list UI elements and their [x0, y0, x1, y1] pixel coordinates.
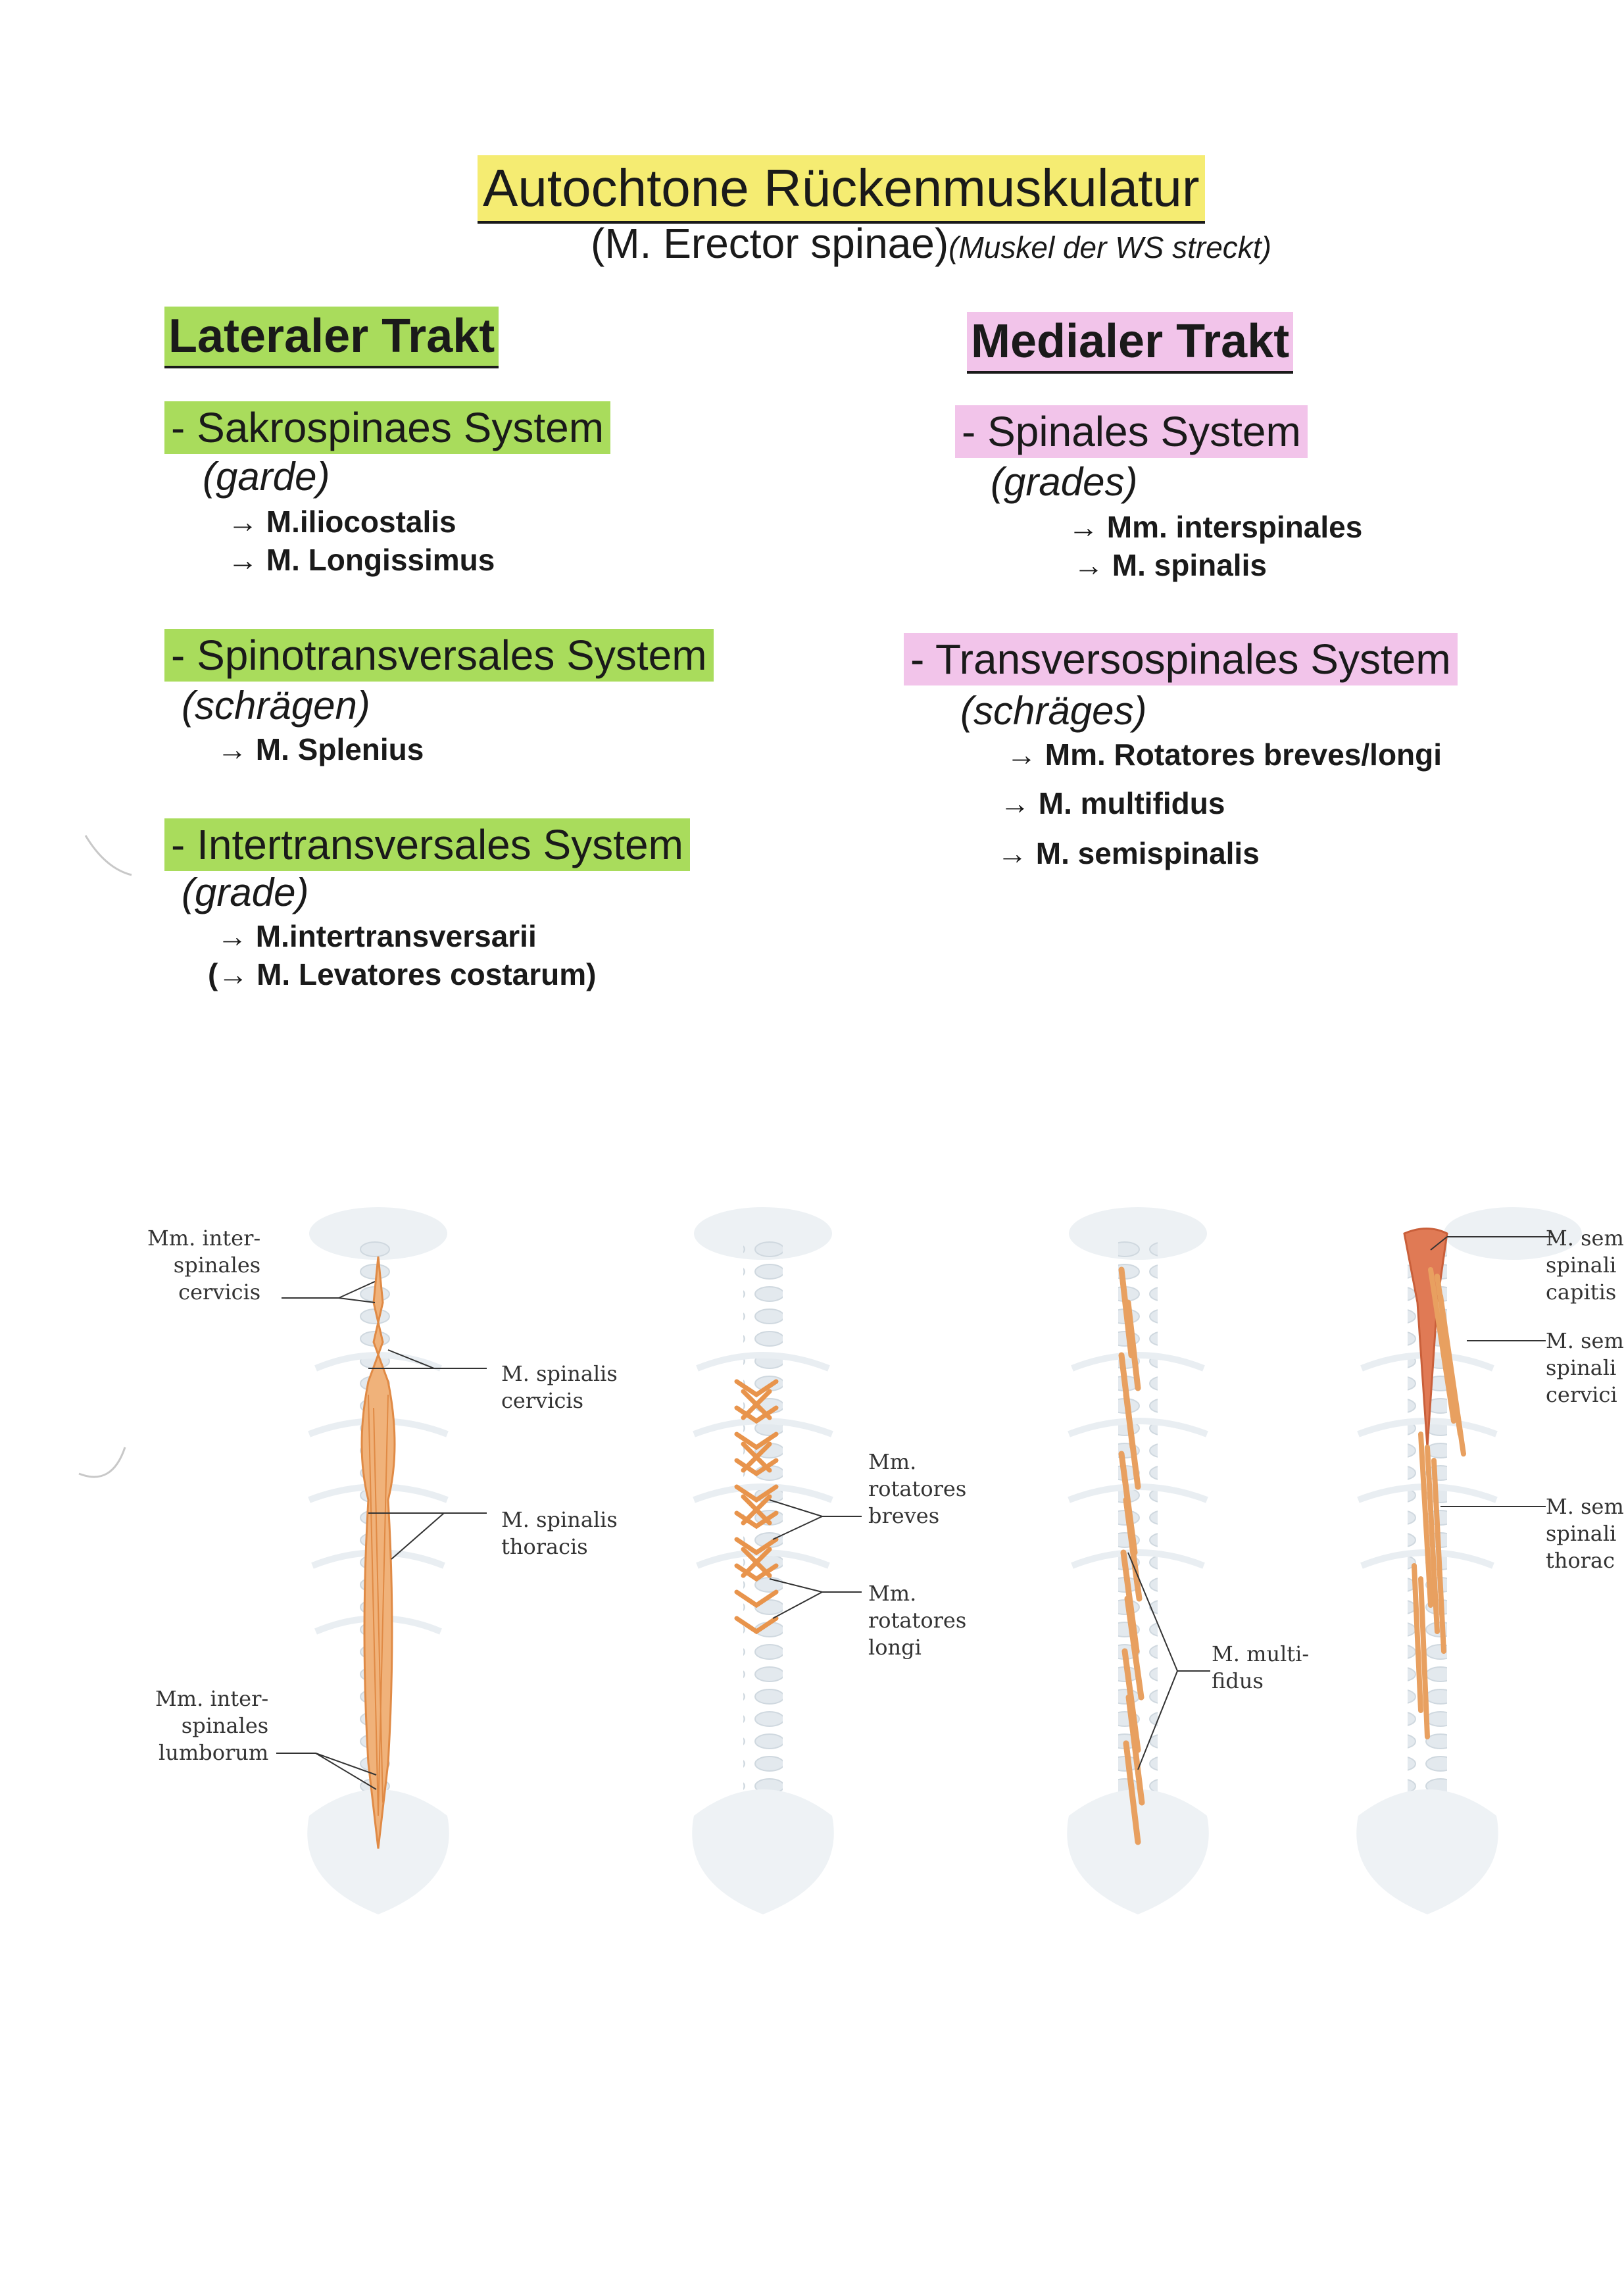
- label-rotatores-longi: Mm. rotatores longi: [868, 1581, 967, 1660]
- list-item: → M. multifidus: [1000, 786, 1225, 820]
- system-transversospinales-sub: (schräges): [960, 689, 1147, 733]
- list-item: → Mm. Rotatores breves/longi: [1006, 737, 1442, 772]
- label-interspinales-lumborum: Mm. inter- spinales lumborum: [155, 1686, 269, 1765]
- system-sakrospinaes: - Sakrospinaes System: [164, 401, 610, 454]
- label-interspinales-cervicis: Mm. inter- spinales cervicis: [147, 1226, 261, 1305]
- label-spinalis-thoracis: M. spinalis thoracis: [501, 1507, 618, 1559]
- list-item: (→ M. Levatores costarum): [208, 957, 597, 991]
- label-rotatores-breves: Mm. rotatores breves: [868, 1449, 967, 1528]
- list-item: → M. Splenius: [217, 732, 424, 766]
- figure-rotatores: [692, 1207, 862, 1914]
- system-spinales-sub: (grades): [991, 460, 1138, 504]
- figure-multifidus: [1067, 1207, 1210, 1914]
- system-spinales: - Spinales System: [955, 405, 1308, 458]
- label-multifidus: M. multi- fidus: [1212, 1641, 1310, 1693]
- figure-spinalis: [276, 1207, 487, 1914]
- system-spinotransversales-sub: (schrägen): [182, 684, 370, 728]
- system-intertransversales: - Intertransversales System: [164, 818, 690, 871]
- system-sakrospinaes-sub: (garde): [203, 455, 330, 499]
- label-semispinalis-thoracis: M. sem spinali thorac: [1546, 1494, 1624, 1573]
- page-title: Autochtone Rückenmuskulatur: [478, 155, 1205, 224]
- page-subtitle: [591, 217, 1271, 274]
- list-item: → M. semispinalis: [997, 836, 1260, 870]
- list-item: → Mm. interspinales: [1068, 510, 1363, 544]
- hole-punch-mark: [72, 822, 138, 888]
- list-item: → M.iliocostalis: [228, 505, 456, 539]
- label-spinalis-cervicis: M. spinalis cervicis: [501, 1361, 618, 1413]
- medial-tract-heading: Medialer Trakt: [967, 312, 1293, 374]
- system-spinotransversales: - Spinotransversales System: [164, 629, 714, 682]
- list-item: → M.intertransversarii: [217, 919, 537, 953]
- list-item: → M. spinalis: [1073, 548, 1267, 582]
- subtitle-main: (M. Erector spinae): [591, 220, 949, 267]
- system-transversospinales: - Transversospinales System: [904, 633, 1458, 685]
- system-intertransversales-sub: (grade): [182, 870, 309, 914]
- subtitle-note: (Muskel der WS streckt): [948, 230, 1271, 264]
- lateral-tract-heading: Lateraler Trakt: [164, 307, 499, 368]
- list-item: → M. Longissimus: [228, 543, 495, 577]
- label-semispinalis-capitis: M. sem spinali capitis: [1546, 1226, 1624, 1305]
- label-semispinalis-cervicis: M. sem spinali cervici: [1546, 1328, 1624, 1407]
